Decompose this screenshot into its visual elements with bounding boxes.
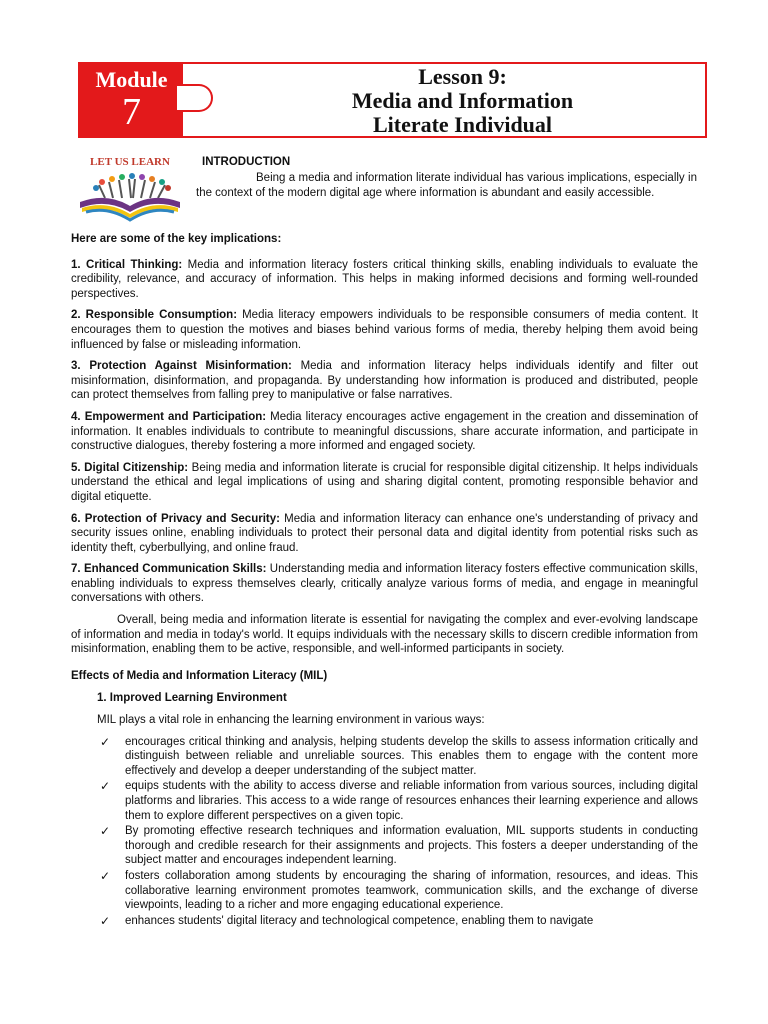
implication-text: Media and information literacy fosters critical thinking skills, enabling individuals to evaluate the credibility, relevance, and accuracy of information. This helps in making informed decisions and forming well-rounded perspectives.	[71, 258, 698, 300]
bullet-text: enhances students' digital literacy and technological competence, enabling them to navigate	[125, 914, 594, 927]
overall-paragraph: Overall, being media and information literate is essential for navigating the complex and ever-evolving landscape of information and media in today's world. It equips individuals with the necessary skills to discern credible information from misinformation, enabling them to be active, responsible, and well-informed participants in society.	[71, 614, 698, 656]
lesson-number: Lesson 9:	[418, 64, 507, 89]
effects-checklist	[71, 735, 698, 929]
implication-text: Media literacy empowers individuals to be responsible consumers of media content. It encourages them to question the motives and biases behind various forms of media, thereby helping them avoid being influenced by false or misleading information.	[71, 309, 698, 351]
module-label: Module	[95, 67, 168, 92]
lesson-header	[78, 62, 707, 138]
checkmark-icon: ✓	[100, 824, 111, 839]
implication-item	[71, 410, 698, 454]
implication-item	[71, 461, 698, 505]
implication-text: Media and information literacy can enhance one's understanding of privacy and security issues online, enabling individuals to protect their personal data and digital identity from potential risks such as identity theft, cyberbullying, and online fraud.	[71, 512, 698, 554]
module-number: 7	[122, 91, 141, 133]
list-item	[100, 913, 698, 929]
list-item	[100, 779, 698, 823]
effects-section	[97, 691, 698, 727]
header-tab-decoration	[177, 84, 213, 112]
key-implications-heading: Here are some of the key implications:	[71, 233, 282, 245]
implication-title: 7. Enhanced Communication Skills:	[71, 563, 267, 576]
lesson-title	[230, 64, 695, 137]
checkmark-icon: ✓	[100, 734, 111, 749]
implication-title: 5. Digital Citizenship:	[71, 461, 189, 474]
implication-item	[71, 512, 698, 556]
bullet-text: By promoting effective research techniques and information evaluation, MIL supports students in conducting thorough and credible research for their assignments and projects. This fosters a deeper understanding of the subject matter and encourages independent learning.	[125, 825, 698, 867]
implication-title: 1. Critical Thinking:	[71, 258, 183, 271]
bullet-text: encourages critical thinking and analysis, helping students develop the skills to assess information critically and distinguish between reliable and unreliable sources. This enables them to engage with the content more effectively and develop a deeper understanding of the subject matter.	[125, 735, 698, 777]
implication-text: Being media and information literate is crucial for responsible digital citizenship. It helps individuals understand the ethical and legal implications of using and sharing digital content, promoting responsible behavior and digital etiquette.	[71, 461, 699, 503]
checkmark-icon: ✓	[100, 868, 111, 883]
checkmark-icon: ✓	[100, 913, 111, 928]
lesson-content	[71, 232, 698, 929]
implication-item	[71, 258, 698, 302]
module-badge	[80, 64, 183, 138]
checkmark-icon: ✓	[100, 779, 111, 794]
implication-title: 3. Protection Against Misinformation:	[71, 360, 292, 373]
implication-text: Media and information literacy helps individuals identify and filter out misinformation, disinformation, and propaganda. By understanding how information is produced and distributed, people can protect themselves from falling prey to manipulative or false narratives.	[71, 360, 698, 402]
logo-text: LET US LEARN	[90, 156, 170, 168]
list-item	[100, 734, 698, 779]
list-item	[100, 868, 698, 913]
let-us-learn-logo	[72, 152, 188, 224]
open-book-with-people-icon	[72, 152, 188, 224]
lesson-title-line-2: Literate Individual	[372, 112, 553, 137]
implication-item	[71, 308, 698, 352]
implication-text: Media literacy encourages active engagement in the creation and dissemination of information. It enables individuals to contribute to meaningful discussions, share accurate information, and participate in constructive dialogues, thereby fostering a more informed and engaged society.	[71, 410, 699, 453]
implication-title: 2. Responsible Consumption:	[71, 309, 238, 322]
implication-title: 4. Empowerment and Participation:	[71, 410, 267, 423]
lesson-title-line-1: Media and Information	[351, 88, 574, 113]
implication-item	[71, 359, 698, 403]
bullet-text: fosters collaboration among students by encouraging the sharing of information, resources, and ideas. This collaborative learning environment promotes teamwork, communication skills, and the exchange of diverse viewpoints, leading to a richer and more engaging educational experience.	[125, 869, 698, 912]
list-item	[100, 824, 698, 868]
implication-item	[71, 562, 698, 606]
implication-text: Understanding media and information literacy fosters effective communication skills, enabling individuals to express themselves clearly, critically analyze various forms of media, and engage in meaningful conversations with others.	[71, 563, 698, 605]
bullet-text: equips students with the ability to access diverse and reliable information from various sources, including digital platforms and libraries. This access to a wide range of resources enhances their learning experience and allows them to explore different perspectives on a given topic.	[125, 780, 698, 822]
introduction-text: Being a media and information literate individual has various implications, especially in the context of the modern digital age where information is abundant and easily accessible.	[196, 172, 697, 199]
introduction-heading: INTRODUCTION	[202, 156, 291, 168]
implication-title: 6. Protection of Privacy and Security:	[71, 512, 280, 525]
effects-heading: Effects of Media and Information Literacy (MIL)	[71, 669, 328, 682]
effects-subheading: 1. Improved Learning Environment	[97, 692, 287, 705]
effects-intro: MIL plays a vital role in enhancing the learning environment in various ways:	[97, 714, 485, 727]
